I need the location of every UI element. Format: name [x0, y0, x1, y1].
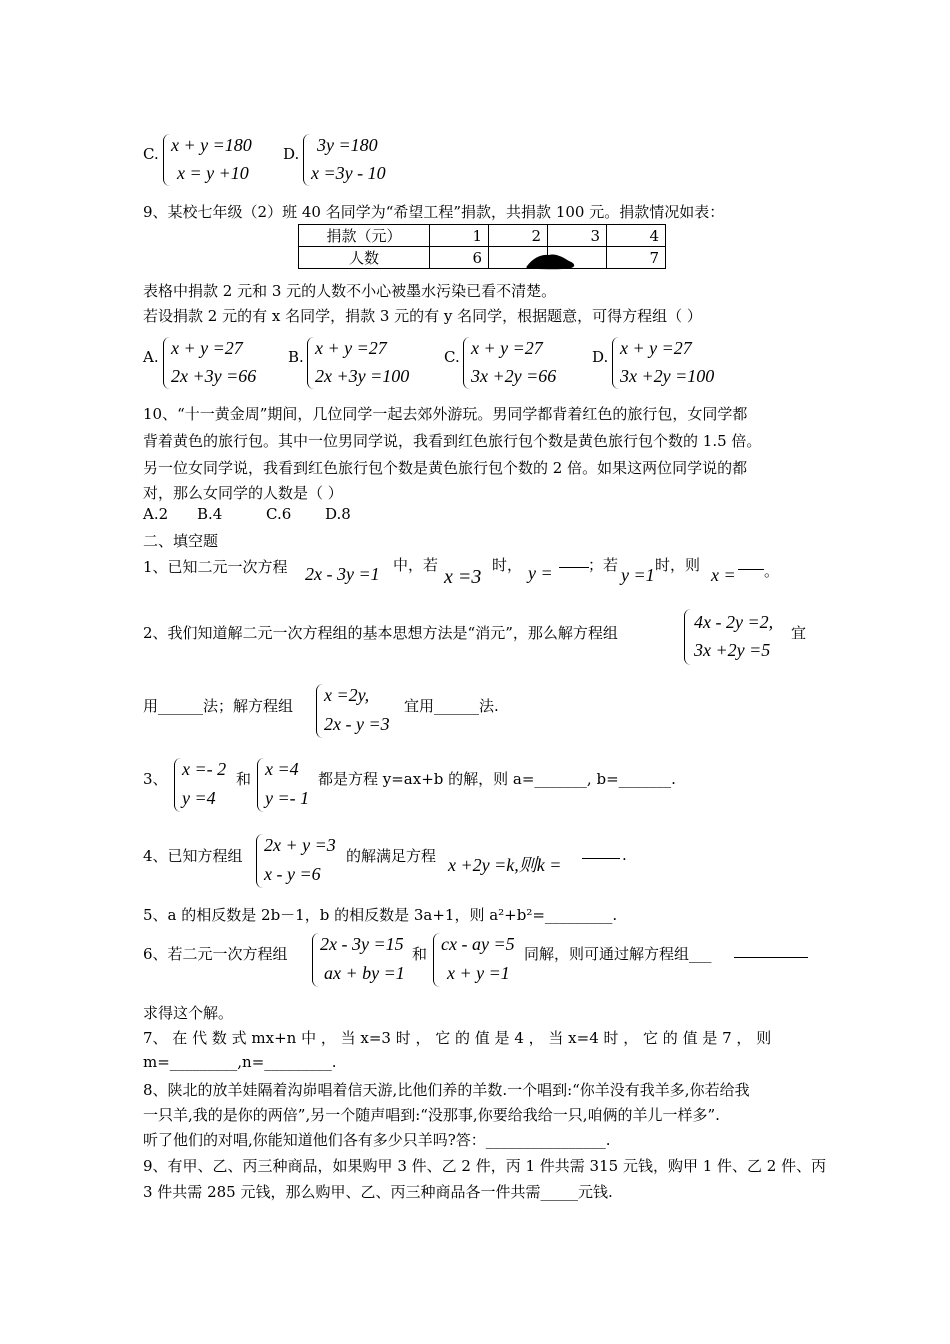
f1-condition-1: x =3: [444, 566, 482, 588]
equation: x - y =6: [264, 864, 321, 884]
q8-option-d-system: [303, 134, 403, 186]
f3-text-1: 和: [236, 770, 252, 788]
f2-text-4: 宜用______法.: [404, 697, 499, 715]
table-header-cell: 捐款（元）: [299, 225, 430, 247]
q8-option-c-label: C.: [143, 145, 159, 163]
f1-text-3: 时，: [492, 556, 523, 574]
f6-text-4: 求得这个解。: [143, 1004, 234, 1022]
f1-condition-2: y =1: [621, 565, 655, 585]
equation: 3x +2y =66: [471, 366, 557, 386]
q8-option-c-system: [163, 134, 263, 186]
table-row: [299, 225, 666, 247]
f6-text-3: 同解，则可通过解方程组___: [524, 945, 712, 963]
equation: x + y =27: [471, 338, 543, 358]
f3-text-2: 都是方程 y=ax+b 的解，则 a=_______, b=_______.: [318, 770, 676, 788]
f6-text-2: 和: [412, 945, 428, 963]
ink-blot-icon: [525, 252, 577, 270]
equation: 2x - y =3: [324, 714, 390, 734]
equation: 2x +3y =66: [171, 366, 257, 386]
f2-system-1: [684, 609, 794, 665]
f8-line-2: 一只羊,我的是你的两倍”,另一个随声唱到:“没那事,你要给我给一只,咱俩的羊儿一样多”.: [143, 1106, 720, 1124]
f1-text-4: ；若: [588, 556, 619, 574]
f4-text-1: 4、已知方程组: [143, 847, 243, 865]
table-cell: 6: [430, 247, 489, 269]
equation: 3y =180: [317, 135, 378, 155]
f2-text-2: 宜: [791, 624, 807, 642]
f1-text-2: 中，若: [393, 556, 439, 574]
table-header-cell: 3: [548, 225, 607, 247]
q9-option-c-label: C.: [444, 348, 460, 366]
f2-system-2: [316, 684, 406, 738]
f4-equation: x +2y =k,则k =: [448, 855, 562, 875]
equation: ax + by =1: [324, 963, 405, 983]
f4-text-3: .: [622, 846, 627, 864]
equation: y =4: [182, 788, 216, 808]
q9-option-a-label: A.: [143, 348, 159, 366]
brace: [684, 609, 693, 665]
equation: x =2y,: [324, 685, 370, 705]
equation: x =- 2: [182, 759, 227, 779]
table-header-cell: 1: [430, 225, 489, 247]
f1-answer-1-line: [559, 567, 589, 568]
f1-text-6: 。: [764, 562, 780, 580]
equation: x =3y - 10: [311, 163, 386, 183]
q9-option-d-label: D.: [592, 348, 609, 366]
equation: 2x + y =3: [264, 835, 336, 855]
f8-line-3: 听了他们的对唱,你能知道他们各有多少只羊吗?答：________________.: [143, 1131, 611, 1149]
table-row: [299, 247, 666, 269]
f6-answer-line: [734, 957, 808, 958]
equation: 3x +2y =100: [620, 366, 715, 386]
f6-system-a: [312, 933, 412, 987]
equation: x + y =1: [447, 963, 510, 983]
equation: x =4: [265, 759, 299, 779]
q9-option-a-system: [163, 337, 273, 389]
equation: 4x - 2y =2,: [694, 612, 774, 632]
q10-choice-d: D.8: [325, 505, 351, 523]
f4-system: [256, 834, 346, 888]
equation: x + y =27: [171, 338, 243, 358]
q9-stem: 9、某校七年级（2）班 40 名同学为“希望工程”捐款，共捐款 100 元。捐款情况如表：: [143, 203, 725, 221]
section-title: 二、填空题: [143, 532, 219, 550]
q10-choice-b: B.4: [197, 505, 223, 523]
f9-line-2: 3 件共需 285 元钱，那么购甲、乙、丙三种商品各一件共需_____元钱.: [143, 1183, 613, 1201]
f2-text-3: 用______法；解方程组: [143, 697, 294, 715]
q9-option-d-system: [612, 337, 732, 389]
q10-choice-c: C.6: [266, 505, 292, 523]
f4-text-2: 的解满足方程: [346, 847, 437, 865]
f6-system-b: [433, 933, 533, 987]
f1-answer-2: x =: [711, 565, 736, 585]
q9-option-c-system: [463, 337, 573, 389]
q10-line-4: 对，那么女同学的人数是（ ）: [143, 484, 343, 502]
f1-answer-1: y =: [528, 563, 553, 583]
f8-line-1: 8、陕北的放羊娃隔着沟峁唱着信天游,比他们养的羊数.一个唱到:“你羊没有我羊多,你若给我: [143, 1081, 750, 1099]
equation: 2x +3y =100: [315, 366, 410, 386]
donation-table: [298, 224, 666, 269]
f6-text-1: 6、若二元一次方程组: [143, 945, 288, 963]
q9-option-b-system: [307, 337, 427, 389]
f1-text-1: 1、已知二元一次方程: [143, 558, 288, 576]
equation: 2x - 3y =15: [320, 934, 404, 954]
q10-line-1: 10、“十一黄金周”期间，几位同学一起去郊外游玩。男同学都背着红色的旅行包，女同学都: [143, 405, 748, 423]
f4-answer-line: [582, 858, 620, 859]
f3-label: 3、: [143, 770, 168, 788]
table-header-cell: 2: [489, 225, 548, 247]
f7-line-2: m=_________,n=_________.: [143, 1053, 337, 1071]
equation: x = y +10: [177, 163, 249, 183]
equation: x + y =27: [620, 338, 692, 358]
q9-note-2: 若设捐款 2 元的有 x 名同学，捐款 3 元的有 y 名同学，根据题意，可得方程组（ ）: [143, 307, 702, 325]
table-cell: 人数: [299, 247, 430, 269]
q9-note-1: 表格中捐款 2 元和 3 元的人数不小心被墨水污染已看不清楚。: [143, 282, 557, 300]
f1-text-5: 时，则: [655, 556, 701, 574]
f7-line-1: 7、 在 代 数 式 mx+n 中 ， 当 x=3 时 ， 它 的 值 是 4 ， 当 x=4 时 ， 它 的 值 是 7 ， 则: [143, 1029, 772, 1047]
q10-line-3: 另一位女同学说，我看到红色旅行包个数是黄色旅行包个数的 2 倍。如果这两位同学说的都: [143, 459, 748, 477]
f3-system-a: [174, 758, 234, 812]
q9-option-b-label: B.: [288, 348, 304, 366]
table-header-cell: 4: [607, 225, 666, 247]
f1-equation: 2x - 3y =1: [305, 564, 380, 584]
f3-system-b: [257, 758, 317, 812]
equation: 3x +2y =5: [694, 640, 771, 660]
q8-option-d-label: D.: [283, 145, 300, 163]
f9-line-1: 9、有甲、乙、丙三种商品，如果购甲 3 件、乙 2 件，丙 1 件共需 315 元钱，购甲 1 件、乙 2 件、丙: [143, 1157, 827, 1175]
equation: x + y =27: [315, 338, 387, 358]
f2-text-1: 2、我们知道解二元一次方程组的基本思想方法是“消元”，那么解方程组: [143, 624, 618, 642]
q10-choice-a: A.2: [143, 505, 169, 523]
q10-line-2: 背着黄色的旅行包。其中一位男同学说，我看到红色旅行包个数是黄色旅行包个数的 1.5 倍。: [143, 432, 762, 450]
equation: y =- 1: [265, 788, 310, 808]
equation: cx - ay =5: [441, 934, 515, 954]
f1-answer-2-line: [738, 569, 764, 570]
equation: x + y =180: [171, 135, 252, 155]
f5-text: 5、a 的相反数是 2b－1，b 的相反数是 3a+1，则 a²+b²=_________.: [143, 906, 618, 924]
table-cell: 7: [607, 247, 666, 269]
